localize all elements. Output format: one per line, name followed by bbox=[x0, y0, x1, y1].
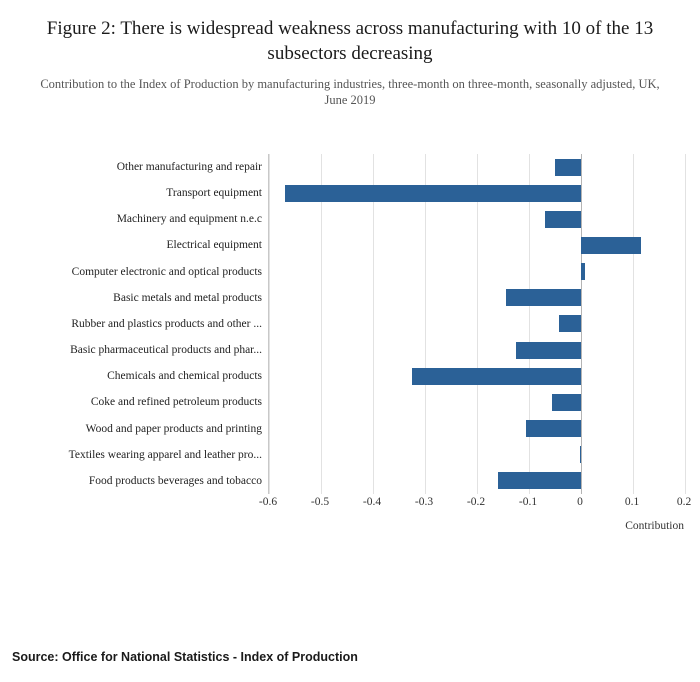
category-label: Computer electronic and optical products bbox=[71, 265, 262, 278]
bar-row bbox=[269, 468, 684, 494]
x-axis bbox=[258, 494, 692, 532]
bar bbox=[285, 185, 581, 202]
bar-row bbox=[269, 232, 684, 258]
bar-row bbox=[269, 154, 684, 180]
bar-row bbox=[269, 337, 684, 363]
category-label: Basic metals and metal products bbox=[113, 291, 262, 304]
bar-row bbox=[269, 442, 684, 468]
bar bbox=[516, 342, 581, 359]
bar bbox=[581, 263, 585, 280]
bar-row bbox=[269, 416, 684, 442]
x-tick-label: 0 bbox=[577, 496, 583, 508]
x-tick-label: 0.2 bbox=[676, 496, 692, 508]
bar-row bbox=[269, 311, 684, 337]
category-label: Rubber and plastics products and other ... bbox=[71, 317, 262, 330]
category-axis-labels bbox=[18, 154, 262, 494]
bar bbox=[412, 368, 581, 385]
bar-row bbox=[269, 259, 684, 285]
source-note: Source: Office for National Statistics - Index of Production bbox=[12, 650, 358, 664]
x-tick-label: -0.1 bbox=[518, 496, 538, 508]
bar bbox=[580, 446, 582, 463]
category-label: Wood and paper products and printing bbox=[85, 422, 262, 435]
bar bbox=[555, 159, 581, 176]
bar bbox=[552, 394, 581, 411]
bar-row bbox=[269, 206, 684, 232]
bar-row bbox=[269, 389, 684, 415]
bar bbox=[506, 289, 581, 306]
bar bbox=[526, 420, 581, 437]
bar-row bbox=[269, 363, 684, 389]
page-title: Figure 2: There is widespread weakness across manufacturing with 10 of the 13 subsectors decreasing bbox=[46, 18, 654, 64]
bar bbox=[559, 315, 581, 332]
bar-chart bbox=[18, 144, 692, 544]
figure-subtitle: Contribution to the Index of Production by manufacturing industries, three-month on three-month, seasonally adjusted, UK, June 2019 bbox=[40, 77, 660, 107]
bar-row bbox=[269, 285, 684, 311]
category-label: Food products beverages and tobacco bbox=[88, 474, 262, 487]
bar-row bbox=[269, 180, 684, 206]
category-label: Other manufacturing and repair bbox=[116, 161, 262, 173]
category-label: Chemicals and chemical products bbox=[107, 370, 262, 383]
bar bbox=[581, 237, 641, 254]
category-label: Transport equipment bbox=[166, 187, 262, 200]
plot-area bbox=[268, 154, 684, 494]
x-tick-label: -0.3 bbox=[414, 496, 434, 508]
x-axis-title: Contribution bbox=[625, 520, 684, 532]
category-label: Textiles wearing apparel and leather pro... bbox=[68, 448, 262, 461]
category-label: Coke and refined petroleum products bbox=[90, 396, 262, 409]
x-tick-label: 0.1 bbox=[624, 496, 640, 508]
x-tick-label: -0.6 bbox=[258, 496, 278, 508]
category-label: Basic pharmaceutical products and phar... bbox=[70, 344, 262, 357]
gridline bbox=[685, 154, 686, 494]
x-tick-label: -0.4 bbox=[362, 496, 382, 508]
category-label: Electrical equipment bbox=[166, 239, 262, 252]
bar bbox=[545, 211, 581, 228]
category-label: Machinery and equipment n.e.c bbox=[116, 213, 262, 226]
x-tick-label: -0.2 bbox=[466, 496, 486, 508]
bar bbox=[498, 472, 581, 489]
x-tick-label: -0.5 bbox=[310, 496, 330, 508]
